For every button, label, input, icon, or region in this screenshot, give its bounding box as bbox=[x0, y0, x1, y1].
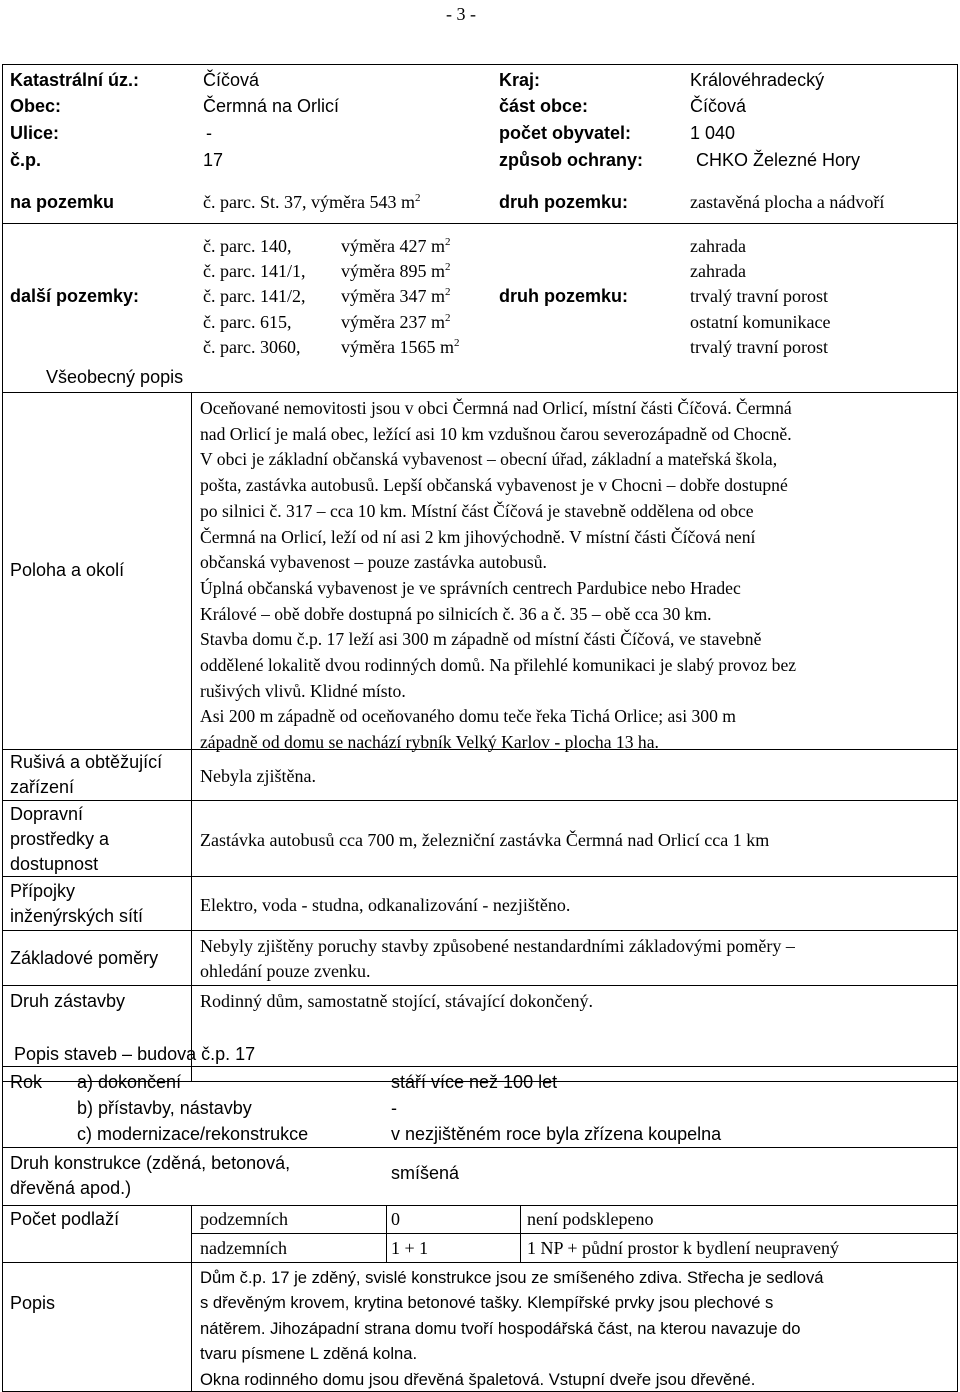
na-pozemku-label: na pozemku bbox=[10, 192, 115, 212]
parcel-3: č. parc. 141/2, bbox=[203, 286, 306, 306]
dopravni-label-1: Dopravní bbox=[10, 804, 84, 824]
poloha-line: Oceňované nemovitosti jsou v obci Čermná nad Orlicí, místní části Číčová. Čermná bbox=[200, 398, 792, 418]
poloha-line: nad Orlicí je malá obec, ležící asi 10 km vzdušnou čarou severozápadně od Chocně. bbox=[200, 423, 792, 444]
druh-zastavby-label: Druh zástavby bbox=[10, 991, 126, 1011]
pripojky-label-1: Přípojky bbox=[10, 881, 76, 901]
kraj-value: Královéhradecký bbox=[690, 70, 825, 90]
konstrukce-label-1: Druh konstrukce (zděná, betonová, bbox=[10, 1153, 291, 1173]
dalsi-druh-label: druh pozemku: bbox=[499, 286, 628, 306]
poloha-line: Asi 200 m západně od oceňovaného domu teče řeka Tichá Orlice; asi 300 m bbox=[200, 706, 736, 727]
druh-pozemku-label: druh pozemku: bbox=[499, 192, 628, 212]
parcel-druh-3: trvalý travní porost bbox=[690, 286, 828, 306]
poloha-paragraph bbox=[200, 396, 952, 756]
rok-b-value: - bbox=[391, 1098, 397, 1118]
cp-value: 17 bbox=[203, 150, 224, 170]
podzemnich-value: 0 bbox=[391, 1209, 400, 1229]
katastr-label: Katastrální úz.: bbox=[10, 70, 140, 90]
druh-pozemku-value: zastavěná plocha a nádvoří bbox=[690, 192, 885, 212]
nadzemnich-value: 1 + 1 bbox=[391, 1238, 429, 1258]
rok-c: c) modernizace/rekonstrukce bbox=[77, 1124, 309, 1144]
pocet-obyvatel-value: 1 040 bbox=[690, 123, 736, 143]
konstrukce-label-2: dřevěná apod.) bbox=[10, 1178, 132, 1198]
parcel-area-1: výměra 427 $m^2$ bbox=[341, 236, 451, 256]
poloha-line: Čermná na Orlicí, leží od ní asi 2 km jihovýchodně. V místní části Číčová není bbox=[200, 526, 756, 547]
pripojky-value: Elektro, voda - studna, odkanalizování - nezjištěno. bbox=[200, 895, 571, 915]
popis-line: nátěrem. Jihozápadní strana domu tvoří hospodářská část, na kterou navazuje do bbox=[200, 1318, 801, 1338]
konstrukce-value: smíšená bbox=[391, 1163, 460, 1183]
parcel-area-4: výměra 237 $m^2$ bbox=[341, 312, 451, 332]
poloha-line: Stavba domu č.p. 17 leží asi 300 m západně od místní části Číčová, ve stavebně bbox=[200, 629, 762, 650]
popis-paragraph bbox=[200, 1265, 952, 1392]
dalsi-pozemky-label: další pozemky: bbox=[10, 286, 140, 306]
rok-b: b) přístavby, nástavby bbox=[77, 1098, 252, 1118]
page-number: - 3 - bbox=[446, 4, 476, 24]
parcel-area-3: výměra 347 $m^2$ bbox=[341, 286, 451, 306]
cast-obce-value: Číčová bbox=[690, 96, 747, 116]
header-divider bbox=[2, 223, 958, 224]
dopravni-label-2: prostředky a bbox=[10, 829, 110, 849]
poloha-line: rušivých vlivů. Klidné místo. bbox=[200, 680, 406, 701]
section-divider bbox=[2, 392, 958, 393]
poloha-label: Poloha a okolí bbox=[10, 560, 125, 580]
katastr-value: Číčová bbox=[203, 70, 260, 90]
parcel-druh-1: zahrada bbox=[690, 236, 746, 256]
rok-a: a) dokončení bbox=[77, 1072, 182, 1092]
vseobecny-popis-title: Všeobecný popis bbox=[46, 367, 184, 387]
podlazi-label: Počet podlaží bbox=[10, 1209, 120, 1229]
nadzemnich-note: 1 NP + půdní prostor k bydlení neupravený bbox=[527, 1238, 839, 1258]
pocet-obyvatel-label: počet obyvatel: bbox=[499, 123, 632, 143]
druh-zastavby-value: Rodinný dům, samostatně stojící, stávající dokončený. bbox=[200, 991, 593, 1011]
parcel-1: č. parc. 140, bbox=[203, 236, 292, 256]
ulice-label: Ulice: bbox=[10, 123, 60, 143]
poloha-line: Úplná občanská vybavenost je ve správních centrech Pardubice nebo Hradec bbox=[200, 577, 741, 598]
nadzemnich-label: nadzemních bbox=[200, 1238, 287, 1258]
popis-label: Popis bbox=[10, 1293, 56, 1313]
podzemnich-note: není podsklepeno bbox=[527, 1209, 654, 1229]
zpusob-ochrany-value: CHKO Železné Hory bbox=[696, 150, 861, 170]
poloha-line: oddělené lokalitě dvou rodinných domů. Na přilehlé komunikaci je slabý provoz bez bbox=[200, 655, 797, 676]
column-divider bbox=[191, 392, 192, 1082]
poloha-line: pošta, zastávka autobusů. Lepší občanská vybavenost je v Chocni – dobře dostupné bbox=[200, 475, 788, 496]
parcel-5: č. parc. 3060, bbox=[203, 337, 301, 357]
parcel-area-2: výměra 895 $m^2$ bbox=[341, 261, 451, 281]
parcel-4: č. parc. 615, bbox=[203, 312, 292, 332]
na-pozemku-value: č. parc. St. 37, výměra 543 $m^2$ bbox=[203, 192, 421, 212]
popis-staveb-title: Popis staveb – budova č.p. 17 bbox=[14, 1044, 256, 1064]
ulice-value: - bbox=[206, 123, 212, 143]
parcel-druh-2: zahrada bbox=[690, 261, 746, 281]
popis-line: Okna rodinného domu jsou dřevěná špaletová. Vstupní dveře jsou dřevěné. bbox=[200, 1369, 756, 1389]
parcel-2: č. parc. 141/1, bbox=[203, 261, 306, 281]
rusiva-label-2: zařízení bbox=[10, 777, 75, 797]
podzemnich-label: podzemních bbox=[200, 1209, 288, 1229]
pripojky-label-2: inženýrských sítí bbox=[10, 906, 144, 926]
rok-a-value: stáří více než 100 let bbox=[391, 1072, 558, 1092]
popis-line: tvaru písmene L zděná kolna. bbox=[200, 1344, 418, 1364]
zakladove-value-2: ohledání pouze zvenku. bbox=[200, 961, 371, 981]
obec-label: Obec: bbox=[10, 96, 62, 116]
popis-line: s dřevěným krovem, krytina betonové tašky. Klempířské prvky jsou plechové s bbox=[200, 1293, 774, 1313]
zakladove-label: Základové poměry bbox=[10, 948, 159, 968]
parcel-druh-4: ostatní komunikace bbox=[690, 312, 831, 332]
rusiva-label-1: Rušivá a obtěžující bbox=[10, 752, 163, 772]
popis-line: Dům č.p. 17 je zděný, svislé konstrukce jsou ze smíšeného zdiva. Střecha je sedlová bbox=[200, 1268, 824, 1287]
rok-label: Rok bbox=[10, 1072, 43, 1092]
dopravni-label-3: dostupnost bbox=[10, 854, 99, 874]
poloha-line: Králové – obě dobře dostupná po silnicích č. 36 a č. 35 – obě cca 30 km. bbox=[200, 603, 712, 624]
rok-c-value: v nezjištěném roce byla zřízena koupelna bbox=[391, 1124, 722, 1144]
zpusob-ochrany-label: způsob ochrany: bbox=[499, 150, 644, 170]
zakladove-value-1: Nebyly zjištěny poruchy stavby způsobené nestandardními základovými poměry – bbox=[200, 936, 795, 956]
poloha-line: občanská vybavenost – pouze zastávka autobusů. bbox=[200, 552, 547, 573]
parcel-druh-5: trvalý travní porost bbox=[690, 337, 828, 357]
dopravni-value: Zastávka autobusů cca 700 m, železniční zastávka Čermná nad Orlicí cca 1 km bbox=[200, 830, 770, 850]
poloha-line: po silnici č. 317 – cca 10 km. Místní část Číčová je stavebně oddělena od obce bbox=[200, 500, 754, 521]
poloha-line: V obci je základní občanská vybavenost – obecní úřad, základní a mateřská škola, bbox=[200, 449, 778, 470]
obec-value: Čermná na Orlicí bbox=[203, 96, 340, 116]
rusiva-value: Nebyla zjištěna. bbox=[200, 766, 316, 786]
kraj-label: Kraj: bbox=[499, 70, 541, 90]
cast-obce-label: část obce: bbox=[499, 96, 589, 116]
parcel-area-5: výměra 1565 $m^2$ bbox=[341, 337, 460, 357]
poloha-line: západně od domu se nachází rybník Velký Karlov - plocha 13 ha. bbox=[200, 732, 659, 753]
cp-label: č.p. bbox=[10, 150, 42, 170]
